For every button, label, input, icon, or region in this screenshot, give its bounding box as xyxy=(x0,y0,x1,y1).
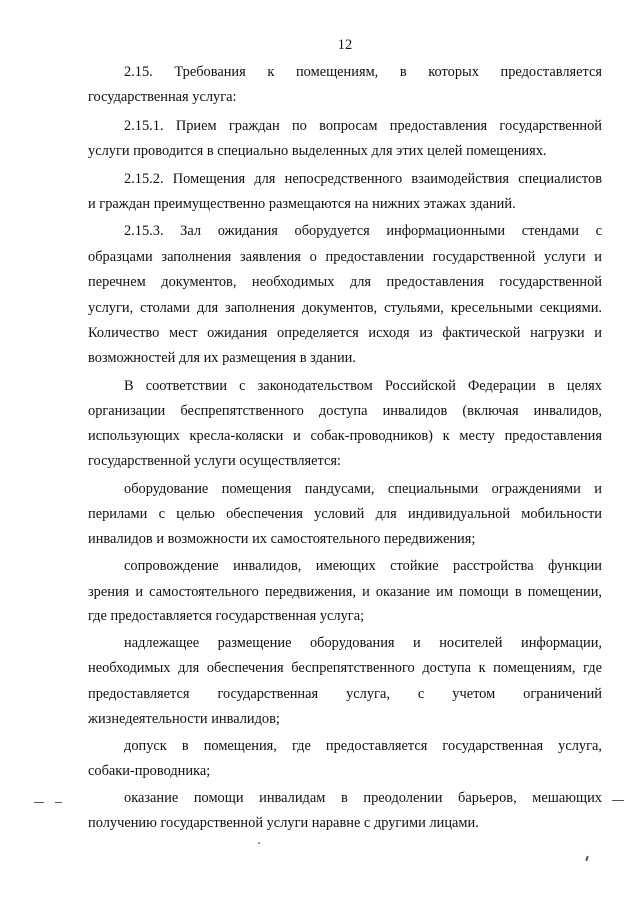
text-line: оборудование помещения пандусами, специальными ограждениями и xyxy=(124,481,602,497)
text-line: оказание помощи инвалидам в преодолении барьеров, мешающих xyxy=(124,790,602,806)
text-line: 2.15.2. Помещения для непосредственного взаимодействия специалистов xyxy=(124,171,602,187)
scan-artifact xyxy=(34,802,44,803)
text-line: получению государственной услуги наравне с другими лицами. xyxy=(88,815,479,831)
page-number: 12 xyxy=(337,37,353,53)
text-line: организации беспрепятственного доступа инвалидов (включая инвалидов, xyxy=(88,403,602,419)
text-line: государственная услуга: xyxy=(88,89,237,105)
scan-artifact xyxy=(258,842,260,844)
text-line: необходимых для обеспечения беспрепятственного доступа к помещениям, где xyxy=(88,660,602,676)
text-line: 2.15.1. Прием граждан по вопросам предоставления государственной xyxy=(124,118,602,134)
text-line: жизнедеятельности инвалидов; xyxy=(88,711,280,727)
scan-artifact xyxy=(55,802,62,803)
text-line: услуги проводится в специально выделенных для этих целей помещениях. xyxy=(88,143,547,159)
scan-artifact xyxy=(585,856,589,861)
text-line: предоставляется государственная услуга, с учетом ограничений xyxy=(88,686,602,702)
text-line: Количество мест ожидания определяется исходя из фактической нагрузки и xyxy=(88,325,602,341)
text-line: зрения и самостоятельного передвижения, и оказание им помощи в помещении, xyxy=(88,584,602,600)
scan-artifact xyxy=(612,800,624,801)
text-line: 2.15.3. Зал ожидания оборудуется информационными стендами с xyxy=(124,223,602,239)
text-line: где предоставляется государственная услуга; xyxy=(88,608,365,624)
text-line: надлежащее размещение оборудования и носителей информации, xyxy=(124,635,602,651)
text-line: сопровождение инвалидов, имеющих стойкие расстройства функции xyxy=(124,558,602,574)
text-line: государственной услуги осуществляется: xyxy=(88,453,342,469)
text-line: собаки-проводника; xyxy=(88,763,211,779)
text-line: 2.15. Требования к помещениям, в которых предоставляется xyxy=(124,64,602,80)
text-line: перечнем документов, необходимых для предоставления государственной xyxy=(88,274,602,290)
text-line: образцами заполнения заявления о предоставлении государственной услуги и xyxy=(88,249,602,265)
text-line: использующих кресла-коляски и собак-проводников) к месту предоставления xyxy=(88,428,602,444)
text-line: В соответствии с законодательством Российской Федерации в целях xyxy=(124,378,602,394)
text-line: возможностей для их размещения в здании. xyxy=(88,350,356,366)
text-line: перилами с целью обеспечения условий для индивидуальной мобильности xyxy=(88,506,602,522)
text-line: инвалидов и возможности их самостоятельного передвижения; xyxy=(88,531,476,547)
text-line: и граждан преимущественно размещаются на нижних этажах зданий. xyxy=(88,196,516,212)
text-line: допуск в помещения, где предоставляется государственная услуга, xyxy=(124,738,602,754)
text-line: услуги, столами для заполнения документов, стульями, кресельными секциями. xyxy=(88,300,602,316)
